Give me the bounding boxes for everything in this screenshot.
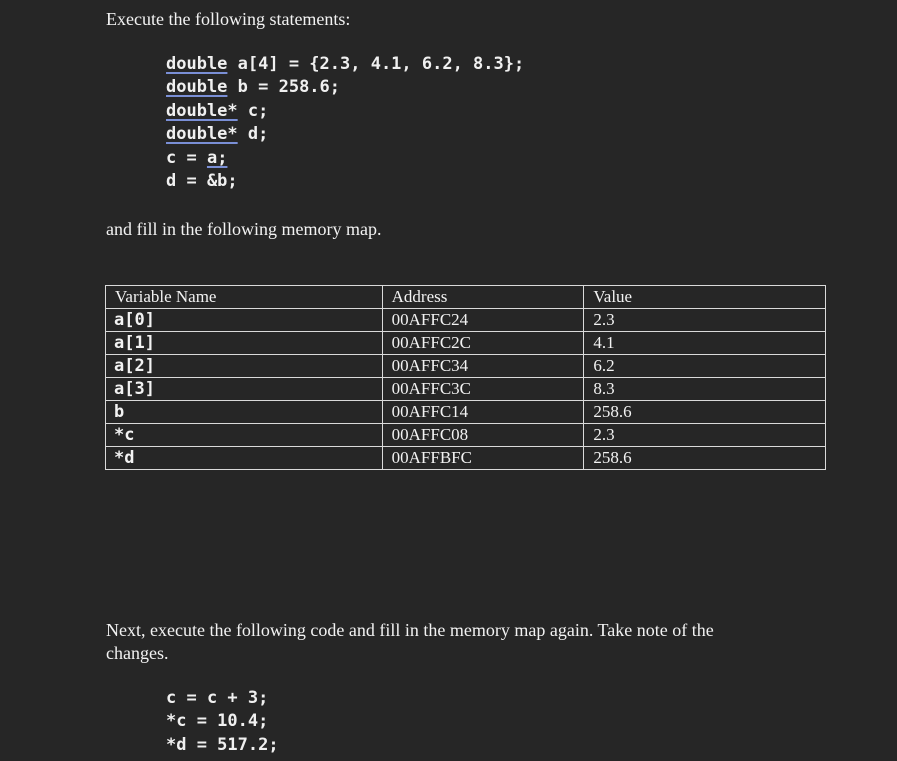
table-row xyxy=(106,424,826,447)
code-text: b = 258.6; xyxy=(227,77,341,98)
code-line xyxy=(166,76,524,99)
header-value: Value xyxy=(584,286,826,309)
code-block-declarations xyxy=(166,53,524,193)
address-cell: 00AFFC08 xyxy=(382,424,584,447)
code-text: c; xyxy=(237,100,269,121)
value-cell: 258.6 xyxy=(584,401,826,424)
value-cell: 2.3 xyxy=(584,309,826,332)
code-line: *d = 517.2; xyxy=(166,734,279,755)
table-row xyxy=(106,447,826,470)
variable-name-cell: b xyxy=(106,401,383,424)
value-cell: 8.3 xyxy=(584,378,826,401)
variable-name-cell: *c xyxy=(106,424,383,447)
intro-text: Execute the following statements: xyxy=(106,9,351,29)
memory-map-table xyxy=(105,285,826,470)
header-address: Address xyxy=(382,286,584,309)
code-line xyxy=(166,170,524,193)
code-text: c = xyxy=(166,147,207,168)
value-cell: 258.6 xyxy=(584,447,826,470)
code-line xyxy=(166,147,524,170)
table-row xyxy=(106,378,826,401)
variable-name-cell: a[1] xyxy=(106,332,383,355)
address-cell: 00AFFC24 xyxy=(382,309,584,332)
code-underlined: a; xyxy=(206,147,228,168)
code-text: a[4] = {2.3, 4.1, 6.2, 8.3}; xyxy=(227,54,525,74)
table-header-row xyxy=(106,286,826,309)
table-row xyxy=(106,355,826,378)
value-cell: 6.2 xyxy=(584,355,826,378)
address-cell: 00AFFBFC xyxy=(382,447,584,470)
variable-name-cell: a[0] xyxy=(106,309,383,332)
value-cell: 4.1 xyxy=(584,332,826,355)
code-line: *c = 10.4; xyxy=(166,711,269,732)
code-keyword: double xyxy=(166,77,228,98)
fill-instruction: and fill in the following memory map. xyxy=(106,219,382,239)
code-text: d = &b; xyxy=(166,170,238,191)
address-cell: 00AFFC2C xyxy=(382,332,584,355)
code-line xyxy=(166,53,524,76)
code-line xyxy=(166,100,524,123)
table-row xyxy=(106,401,826,424)
address-cell: 00AFFC14 xyxy=(382,401,584,424)
code-line xyxy=(166,123,524,146)
header-variable-name: Variable Name xyxy=(106,286,383,309)
code-keyword: double* xyxy=(166,124,238,145)
table-row xyxy=(106,309,826,332)
code-keyword: double* xyxy=(166,100,238,121)
variable-name-cell: *d xyxy=(106,447,383,470)
code-keyword: double xyxy=(166,54,228,74)
address-cell: 00AFFC3C xyxy=(382,378,584,401)
value-cell: 2.3 xyxy=(584,424,826,447)
next-instruction-line2: changes. xyxy=(106,643,169,663)
variable-name-cell: a[3] xyxy=(106,378,383,401)
address-cell: 00AFFC34 xyxy=(382,355,584,378)
variable-name-cell: a[2] xyxy=(106,355,383,378)
table-row xyxy=(106,332,826,355)
next-instruction-line1: Next, execute the following code and fill in the memory map again. Take note of the xyxy=(106,620,714,640)
code-line: c = c + 3; xyxy=(166,688,269,708)
code-block-updates xyxy=(166,687,279,757)
code-text: d; xyxy=(237,124,269,145)
